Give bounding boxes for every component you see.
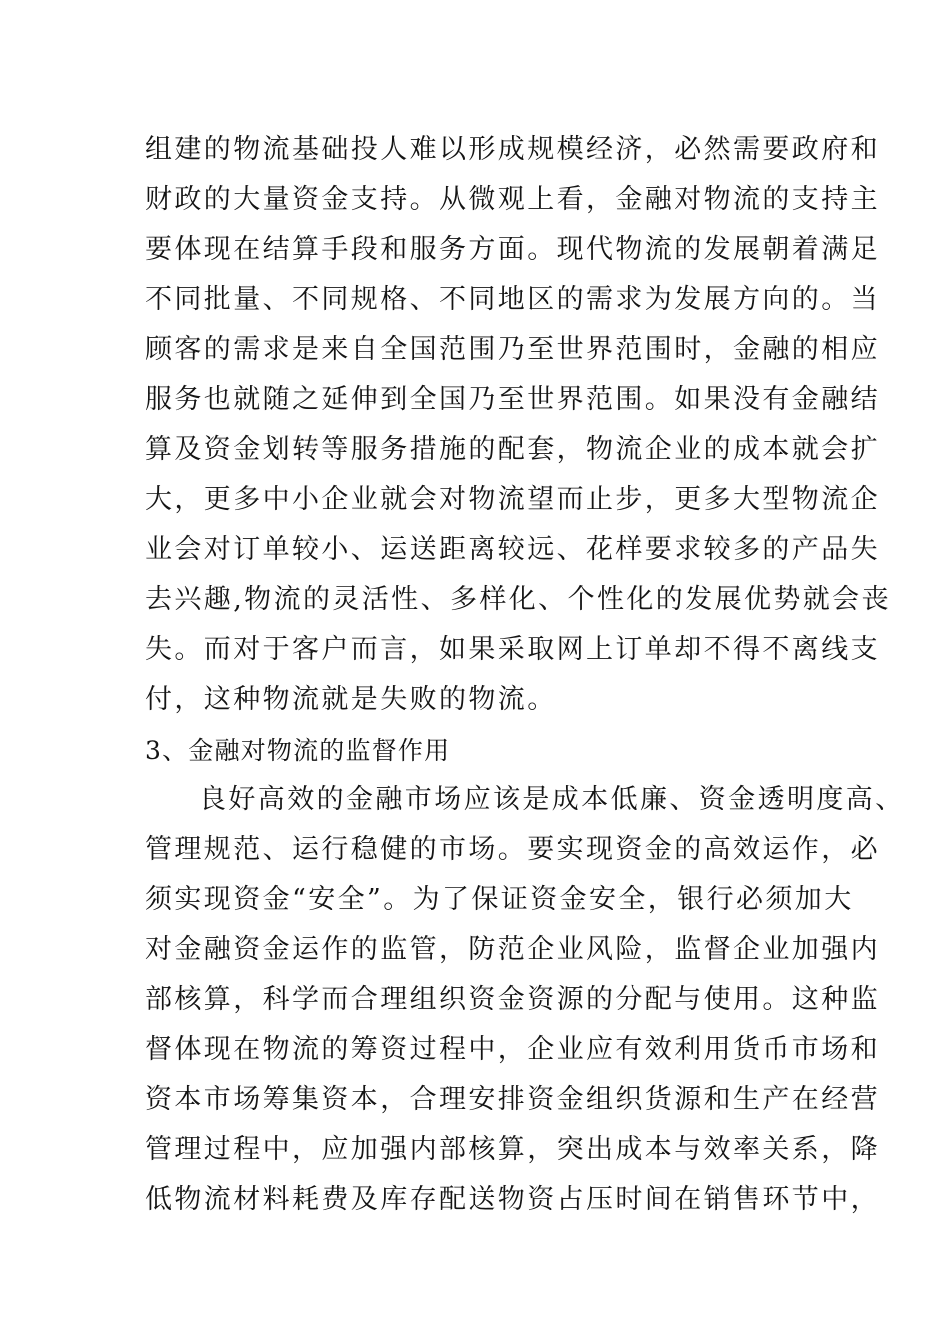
text-line: 管理过程中，应加强内部核算，突出成本与效率关系，降 <box>145 1134 880 1165</box>
text-line: 要体现在结算手段和服务方面。现代物流的发展朝着满足 <box>145 234 880 265</box>
text-line: 顾客的需求是来自全国范围乃至世界范围时，金融的相应 <box>145 334 880 365</box>
text-line: 业会对订单较小、运送距离较远、花样要求较多的产品失 <box>145 534 880 565</box>
text-line: 组建的物流基础投人难以形成规模经济，必然需要政府和 <box>145 134 880 165</box>
text-line: 去兴趣,物流的灵活性、多样化、个性化的发展优势就会丧 <box>145 584 891 615</box>
text-line: 须实现资金“安全”。为了保证资金安全，银行必须加大 <box>145 884 854 915</box>
text-line: 算及资金划转等服务措施的配套，物流企业的成本就会扩 <box>145 434 880 465</box>
text-line: 大，更多中小企业就会对物流望而止步，更多大型物流企 <box>145 484 880 515</box>
text-line: 良好高效的金融市场应该是成本低廉、资金透明度高、 <box>199 784 905 815</box>
text-line: 不同批量、不同规格、不同地区的需求为发展方向的。当 <box>145 284 880 315</box>
text-line: 部核算，科学而合理组织资金资源的分配与使用。这种监 <box>145 984 880 1015</box>
text-line: 财政的大量资金支持。从微观上看，金融对物流的支持主 <box>145 184 880 215</box>
section-heading: 3、金融对物流的监督作用 <box>145 736 451 765</box>
text-line: 付，这种物流就是失败的物流。 <box>145 684 557 715</box>
text-line: 失。而对于客户而言，如果采取网上订单却不得不离线支 <box>145 634 880 665</box>
text-line: 督体现在物流的筹资过程中，企业应有效利用货币市场和 <box>145 1034 880 1065</box>
text-line: 管理规范、运行稳健的市场。要实现资金的高效运作，必 <box>145 834 880 865</box>
text-line: 资本市场筹集资本，合理安排资金组织货源和生产在经营 <box>145 1084 880 1115</box>
text-line: 服务也就随之延伸到全国乃至世界范围。如果没有金融结 <box>145 384 880 415</box>
text-line: 低物流材料耗费及库存配送物资占压时间在销售环节中， <box>145 1184 880 1215</box>
text-line: 对金融资金运作的监管，防范企业风险，监督企业加强内 <box>145 934 880 965</box>
